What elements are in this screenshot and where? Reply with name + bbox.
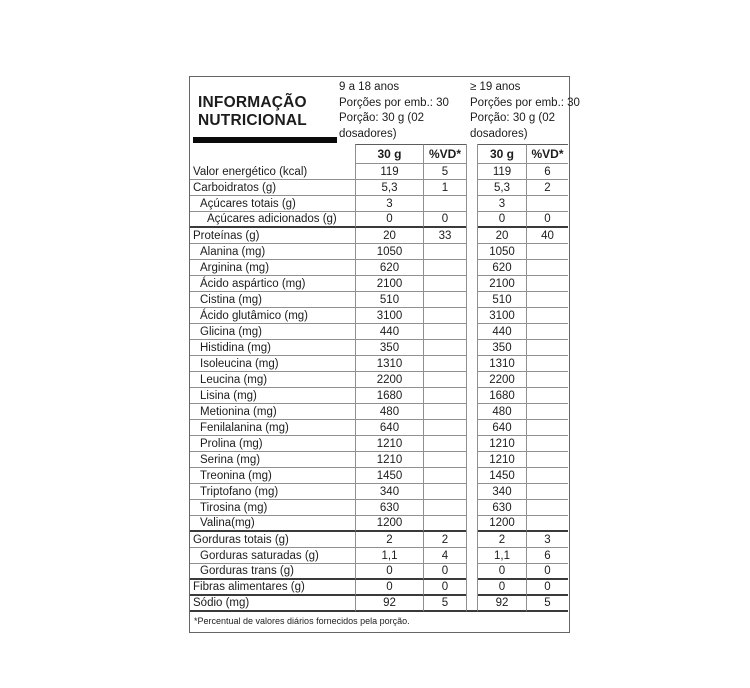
column-gap [466,356,478,372]
row-label: Leucina (mg) [190,372,355,388]
cell-amount-19-plus: 1680 [478,388,526,404]
cell-amount-9-18: 510 [355,292,423,308]
row-label: Isoleucina (mg) [190,356,355,372]
cell-amount-19-plus: 1,1 [478,548,526,564]
cell-amount-9-18: 1050 [355,244,423,260]
row-label: Lisina (mg) [190,388,355,404]
column-gap [466,580,478,596]
cell-amount-19-plus: 1450 [478,468,526,484]
cell-amount-9-18: 1310 [355,356,423,372]
cell-amount-19-plus: 440 [478,324,526,340]
cell-amount-19-plus: 340 [478,484,526,500]
cell-dv-9-18 [423,500,466,516]
table-footnote: *Percentual de valores diários fornecidos pela porção. [194,616,410,626]
cell-amount-19-plus: 1050 [478,244,526,260]
cell-amount-9-18: 2100 [355,276,423,292]
column-header-amount-19-plus: 30 g [478,144,526,164]
cell-amount-19-plus: 1210 [478,436,526,452]
row-label: Açúcares adicionados (g) [190,212,355,228]
row-label: Sódio (mg) [190,596,355,612]
column-gap [466,180,478,196]
cell-amount-9-18: 1200 [355,516,423,532]
portion-label-line1: Porção: 30 g (02 [470,112,556,124]
cell-dv-9-18 [423,244,466,260]
cell-amount-9-18: 630 [355,500,423,516]
age-range-label: ≥ 19 anos [470,81,521,93]
column-gap [466,420,478,436]
cell-dv-19-plus [526,468,568,484]
cell-amount-19-plus: 1310 [478,356,526,372]
cell-dv-19-plus: 0 [526,564,568,580]
column-gap [466,404,478,420]
cell-dv-19-plus [526,356,568,372]
cell-amount-19-plus: 630 [478,500,526,516]
cell-amount-9-18: 2200 [355,372,423,388]
cell-dv-9-18: 5 [423,596,466,612]
cell-amount-19-plus: 5,3 [478,180,526,196]
cell-amount-9-18: 5,3 [355,180,423,196]
cell-dv-19-plus [526,324,568,340]
cell-amount-19-plus: 20 [478,228,526,244]
cell-amount-19-plus: 620 [478,260,526,276]
cell-dv-19-plus: 6 [526,164,568,180]
cell-dv-19-plus: 0 [526,580,568,596]
row-label: Gorduras trans (g) [190,564,355,580]
cell-dv-9-18: 0 [423,564,466,580]
servings-per-pack-label: Porções por emb.: 30 [339,96,449,109]
nutrition-facts-table [189,76,580,633]
cell-dv-9-18: 0 [423,212,466,228]
column-header-spacer [190,144,355,164]
cell-dv-9-18 [423,404,466,420]
column-header-dv-9-18: %VD* [423,144,466,164]
cell-amount-19-plus: 0 [478,564,526,580]
cell-amount-19-plus: 3 [478,196,526,212]
age-group-header-9-18 [339,80,449,142]
servings-per-pack-label: Porções por emb.: 30 [470,96,580,109]
cell-dv-19-plus [526,308,568,324]
cell-dv-9-18 [423,452,466,468]
column-gap [466,164,478,180]
cell-amount-19-plus: 0 [478,212,526,228]
column-gap [466,548,478,564]
cell-dv-19-plus [526,436,568,452]
row-label: Arginina (mg) [190,260,355,276]
cell-amount-9-18: 0 [355,580,423,596]
row-label: Alanina (mg) [190,244,355,260]
table-title [198,94,307,130]
cell-dv-19-plus: 5 [526,596,568,612]
cell-dv-9-18 [423,484,466,500]
row-label: Fibras alimentares (g) [190,580,355,596]
cell-dv-19-plus [526,276,568,292]
portion-label-line2: dosadores) [339,127,397,140]
cell-dv-9-18 [423,324,466,340]
column-gap [466,516,478,532]
column-gap [466,324,478,340]
nutrition-grid [190,144,568,612]
cell-dv-19-plus: 2 [526,180,568,196]
cell-dv-19-plus [526,404,568,420]
cell-amount-19-plus: 640 [478,420,526,436]
cell-dv-19-plus [526,244,568,260]
cell-amount-9-18: 1210 [355,436,423,452]
column-gap [466,244,478,260]
cell-dv-9-18: 0 [423,580,466,596]
cell-amount-19-plus: 1200 [478,516,526,532]
table-header-band [190,77,580,144]
column-gap [466,292,478,308]
cell-dv-19-plus [526,340,568,356]
cell-dv-9-18: 2 [423,532,466,548]
row-label: Ácido aspártico (mg) [190,276,355,292]
row-label: Treonina (mg) [190,468,355,484]
cell-dv-9-18 [423,468,466,484]
cell-dv-9-18 [423,292,466,308]
cell-dv-9-18: 4 [423,548,466,564]
row-label: Gorduras saturadas (g) [190,548,355,564]
cell-dv-9-18: 33 [423,228,466,244]
column-gap [466,260,478,276]
cell-dv-9-18: 1 [423,180,466,196]
cell-dv-19-plus: 6 [526,548,568,564]
table-title-line1: INFORMAÇÃO [198,94,307,111]
cell-amount-19-plus: 119 [478,164,526,180]
column-gap [466,212,478,228]
cell-amount-19-plus: 2 [478,532,526,548]
row-label: Valor energético (kcal) [190,164,355,180]
row-label: Metionina (mg) [190,404,355,420]
cell-dv-19-plus [526,388,568,404]
cell-dv-9-18 [423,276,466,292]
cell-amount-9-18: 340 [355,484,423,500]
cell-amount-9-18: 20 [355,228,423,244]
row-label: Proteínas (g) [190,228,355,244]
cell-amount-9-18: 119 [355,164,423,180]
cell-amount-9-18: 0 [355,212,423,228]
column-gap [466,372,478,388]
row-label: Serina (mg) [190,452,355,468]
cell-amount-9-18: 3 [355,196,423,212]
cell-amount-9-18: 92 [355,596,423,612]
cell-dv-19-plus [526,452,568,468]
cell-dv-19-plus [526,484,568,500]
cell-dv-19-plus [526,292,568,308]
column-gap [466,532,478,548]
row-label: Gorduras totais (g) [190,532,355,548]
cell-dv-9-18: 5 [423,164,466,180]
cell-amount-9-18: 1450 [355,468,423,484]
cell-amount-9-18: 1,1 [355,548,423,564]
cell-amount-19-plus: 2100 [478,276,526,292]
row-label: Fenilalanina (mg) [190,420,355,436]
age-group-header-19-plus [470,80,580,142]
cell-amount-9-18: 350 [355,340,423,356]
cell-amount-9-18: 640 [355,420,423,436]
column-gap [466,228,478,244]
cell-amount-9-18: 480 [355,404,423,420]
row-label: Cistina (mg) [190,292,355,308]
portion-label-line2: dosadores) [470,127,528,140]
cell-dv-19-plus [526,500,568,516]
cell-dv-9-18 [423,196,466,212]
cell-dv-9-18 [423,388,466,404]
cell-dv-19-plus: 40 [526,228,568,244]
table-title-line2: NUTRICIONAL [198,112,307,129]
cell-amount-19-plus: 92 [478,596,526,612]
column-gap [466,468,478,484]
row-label: Valina(mg) [190,516,355,532]
title-separator-bar [193,137,337,143]
row-label: Ácido glutâmico (mg) [190,308,355,324]
cell-dv-19-plus [526,196,568,212]
cell-dv-19-plus [526,516,568,532]
cell-amount-9-18: 3100 [355,308,423,324]
portion-label-line1: Porção: 30 g (02 [339,112,425,124]
row-label: Açúcares totais (g) [190,196,355,212]
column-header-amount-9-18: 30 g [355,144,423,164]
cell-amount-19-plus: 2200 [478,372,526,388]
cell-dv-9-18 [423,372,466,388]
cell-amount-19-plus: 510 [478,292,526,308]
cell-dv-9-18 [423,260,466,276]
cell-amount-9-18: 0 [355,564,423,580]
cell-dv-9-18 [423,308,466,324]
cell-dv-19-plus: 3 [526,532,568,548]
row-label: Histidina (mg) [190,340,355,356]
cell-amount-19-plus: 0 [478,580,526,596]
age-range-label: 9 a 18 anos [339,81,400,93]
cell-amount-9-18: 1210 [355,452,423,468]
cell-dv-9-18 [423,356,466,372]
cell-dv-19-plus [526,260,568,276]
cell-dv-9-18 [423,436,466,452]
cell-dv-19-plus [526,372,568,388]
column-gap [466,340,478,356]
cell-amount-19-plus: 3100 [478,308,526,324]
column-gap [466,308,478,324]
row-label: Prolina (mg) [190,436,355,452]
cell-dv-19-plus: 0 [526,212,568,228]
cell-amount-9-18: 620 [355,260,423,276]
row-label: Carboidratos (g) [190,180,355,196]
cell-amount-9-18: 440 [355,324,423,340]
cell-dv-9-18 [423,516,466,532]
column-gap [466,564,478,580]
cell-amount-19-plus: 480 [478,404,526,420]
cell-dv-9-18 [423,420,466,436]
column-gap [466,484,478,500]
cell-amount-19-plus: 1210 [478,452,526,468]
column-gap [466,500,478,516]
row-label: Glicina (mg) [190,324,355,340]
column-gap [466,388,478,404]
cell-amount-19-plus: 350 [478,340,526,356]
cell-dv-19-plus [526,420,568,436]
cell-amount-9-18: 1680 [355,388,423,404]
row-label: Tirosina (mg) [190,500,355,516]
column-header-dv-19-plus: %VD* [526,144,568,164]
row-label: Triptofano (mg) [190,484,355,500]
column-gap [466,144,478,164]
column-gap [466,276,478,292]
column-gap [466,596,478,612]
column-gap [466,196,478,212]
column-gap [466,436,478,452]
cell-dv-9-18 [423,340,466,356]
column-gap [466,452,478,468]
cell-amount-9-18: 2 [355,532,423,548]
